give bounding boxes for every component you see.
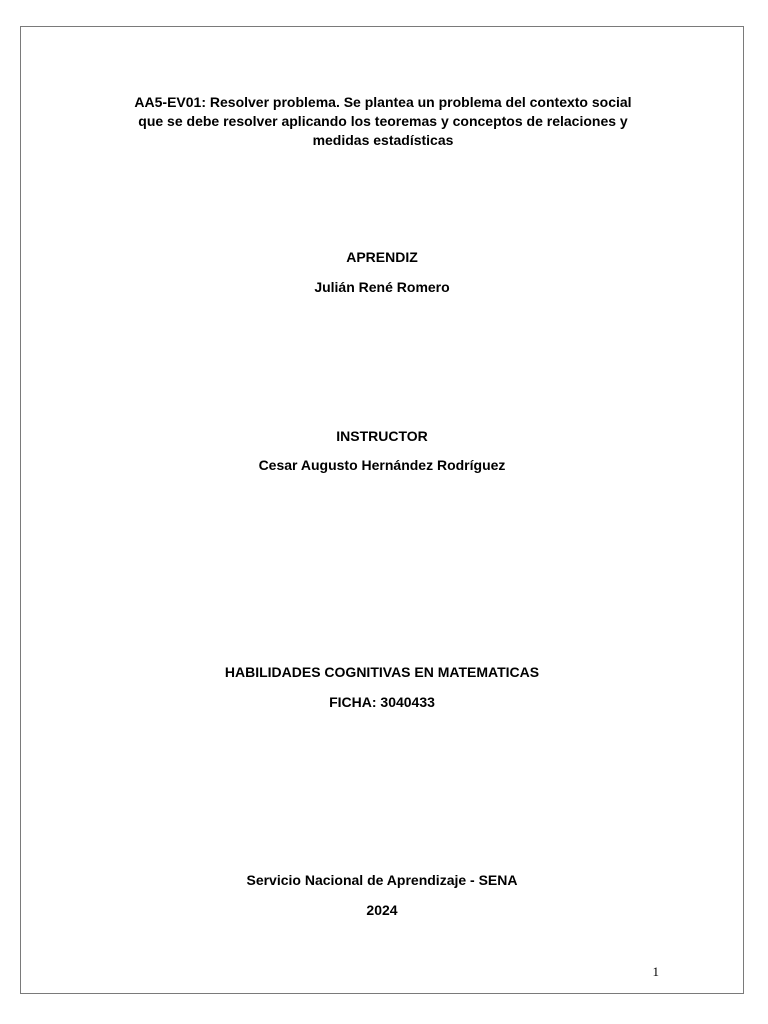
apprentice-label: APRENDIZ bbox=[346, 249, 418, 265]
instructor-label: INSTRUCTOR bbox=[336, 428, 428, 444]
title-line-1: AA5-EV01: Resolver problema. Se plantea un problema del contexto social bbox=[134, 94, 632, 110]
apprentice-name: Julián René Romero bbox=[314, 279, 450, 295]
title-line-2: que se debe resolver aplicando los teoremas y conceptos de relaciones y bbox=[138, 113, 628, 129]
page-number: 1 bbox=[652, 964, 659, 979]
document-page bbox=[20, 26, 744, 994]
document-year: 2024 bbox=[366, 902, 398, 918]
ficha-number: FICHA: 3040433 bbox=[329, 694, 435, 710]
document-title bbox=[101, 93, 665, 150]
title-line-3: medidas estadísticas bbox=[312, 132, 454, 148]
instructor-name: Cesar Augusto Hernández Rodríguez bbox=[258, 457, 506, 473]
course-name: HABILIDADES COGNITIVAS EN MATEMATICAS bbox=[224, 664, 540, 680]
institution-name: Servicio Nacional de Aprendizaje - SENA bbox=[246, 872, 518, 888]
